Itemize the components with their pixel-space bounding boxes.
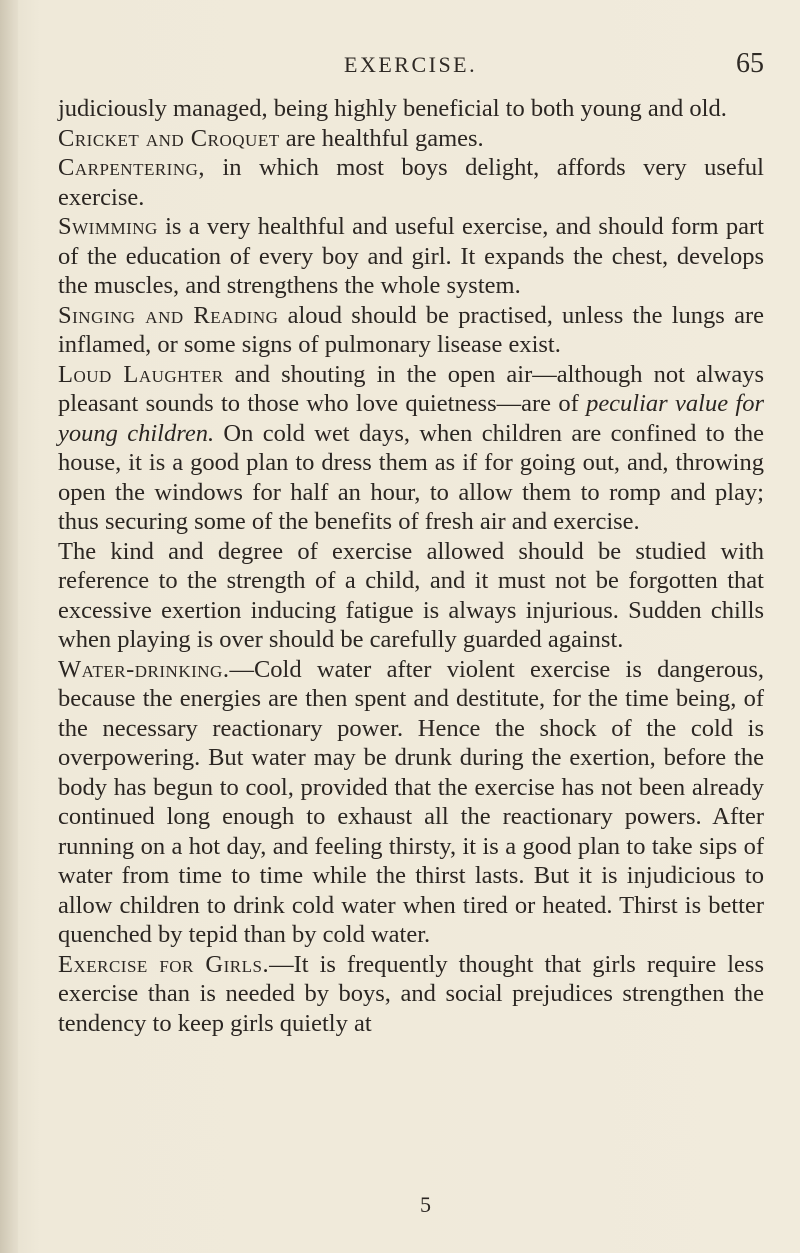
paragraph-lead: Singing and Reading [58, 301, 279, 329]
paragraph-kind-degree [58, 537, 764, 655]
paragraph-text: —Cold water after violent exercise is dangerous, because the energies are then spent and destitute, for the time being, of the necessary reactionary power. Hence the shock of the cold is overpowering. But water may be drunk during the exertion, before the body has begun to cool, provided that the exercise has not been already continued long enough to exhaust all the reactionary powers. After running on a hot day, and feeling thirsty, it is a good plan to take sips of water from time to time while the thirst lasts. But it is injudicious to allow children to drink cold water when tired or heated. Thirst is better quenched by tepid than by cold water. [58, 655, 764, 948]
paragraph-lead: Loud Laughter [58, 360, 224, 388]
paragraph-swimming [58, 212, 764, 301]
paragraph-cricket-croquet [58, 124, 764, 154]
paragraph-water-drinking [58, 655, 764, 950]
paragraph-text: On cold wet days, when children are confined to the house, it is a good plan to dress them as if for going out, and, throwing open the windows for half an hour, to allow them to romp and play; thus securing some of the benefits of fresh air and exercise. [58, 419, 764, 535]
paragraph-text: and shouting in the open air—although not always pleasant sounds to those who love quietness—are of [58, 360, 764, 417]
paragraph-continuation [58, 94, 764, 124]
paragraph-lead: Swimming [58, 213, 158, 240]
page-number: 65 [736, 48, 764, 79]
paragraph-text: The kind and degree of exercise allowed should be studied with reference to the strength of a child, and it must not be forgotten that excessive exertion inducing fatigue is always injurious. Sudden chills when playing is over should be carefully guarded against. [58, 537, 764, 653]
body-text [58, 94, 764, 1038]
signature-mark: 5 [420, 1192, 431, 1217]
paragraph-text: in which most boys delight, affords very useful exercise. [58, 154, 764, 211]
page-binding-edge [0, 0, 18, 1253]
paragraph-loud-laughter [58, 360, 764, 537]
running-head [60, 48, 764, 84]
paragraph-text: —It is frequently thought that girls require less exercise than is needed by boys, and social prejudices strengthen the tendency to keep girls quietly at [58, 950, 764, 1037]
paragraph-emphasis: peculiar value for young children. [58, 390, 764, 447]
paragraph-exercise-girls [58, 950, 764, 1039]
paragraph-lead: Water-drinking. [58, 655, 230, 683]
paragraph-carpentering [58, 153, 764, 212]
paragraph-text: is a very healthful and useful exercise, and should form part of the education of every boy and girl. It expands the chest, develops the muscles, and strengthens the whole system. [58, 213, 764, 299]
paragraph-text: are healthful games. [279, 124, 484, 152]
running-head-title: EXERCISE. [344, 52, 478, 77]
paragraph-singing-reading [58, 301, 764, 360]
paragraph-lead: Carpentering, [58, 154, 206, 181]
paragraph-text: aloud should be practised, unless the lungs are inflamed, or some signs of pulmonary lisease exist. [58, 301, 764, 358]
paragraph-lead: Exercise for Girls. [58, 950, 270, 978]
paragraph-lead: Cricket and Croquet [58, 124, 280, 152]
paragraph-text: judiciously managed, being highly beneficial to both young and old. [58, 95, 727, 122]
